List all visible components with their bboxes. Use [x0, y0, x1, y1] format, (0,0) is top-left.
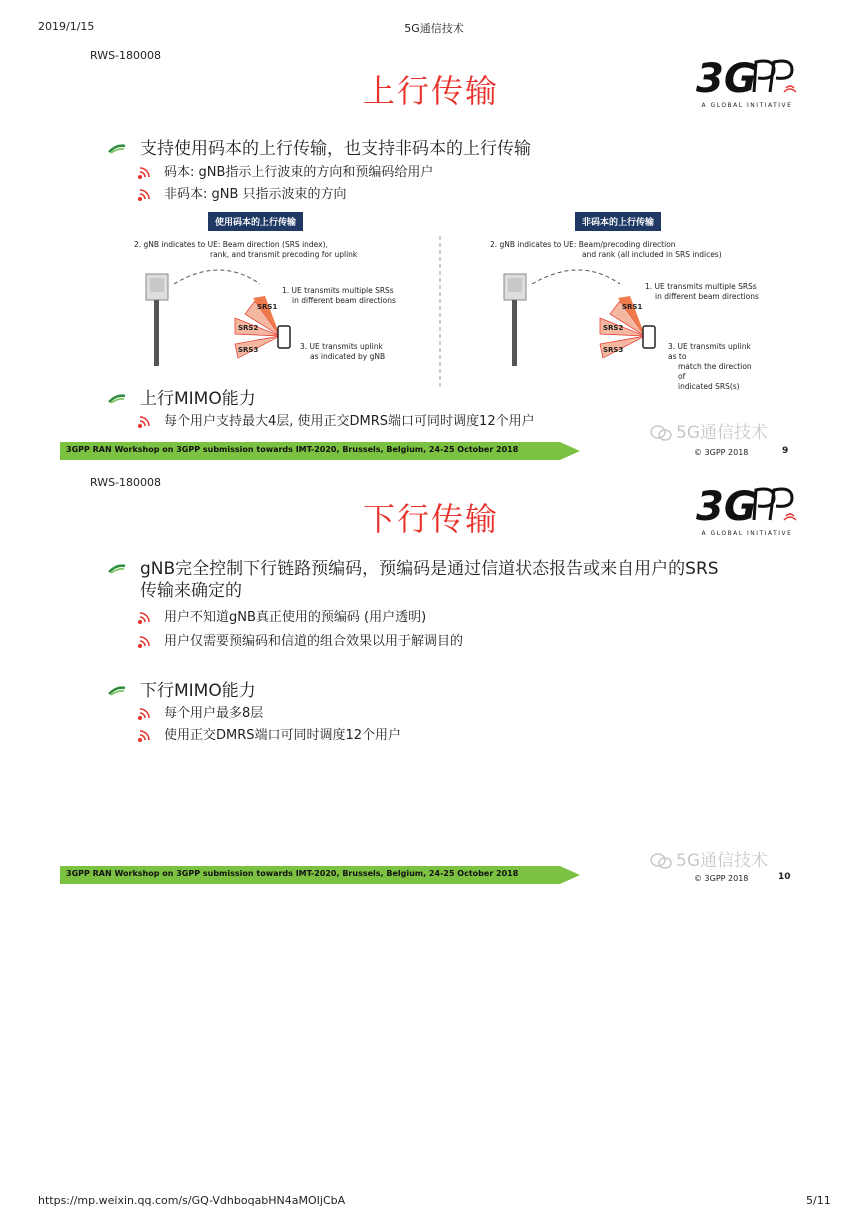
left-step3 [300, 342, 385, 362]
right-step2 [490, 240, 722, 260]
svg-text:3G: 3G [696, 484, 757, 528]
sub-bullet-dl-layers [138, 702, 263, 721]
green-swoosh-icon [108, 144, 126, 154]
slide-title: 下行传输 [362, 500, 499, 538]
sub-bullet-demodulation [138, 630, 463, 649]
bullet-text-line1: gNB完全控制下行链路预编码，预编码是通过信道状态报告或来自用户的SRS [140, 559, 719, 579]
red-arc-icon [138, 636, 150, 648]
srs2-label-right: SRS2 [603, 324, 624, 332]
right-step1 [645, 282, 759, 302]
green-swoosh-icon [108, 394, 126, 404]
print-url: https://mp.weixin.qq.com/s/GQ-VdhboqabHN4aMOIjCbA [38, 1194, 346, 1207]
red-arc-icon [138, 708, 150, 720]
wechat-icon [650, 425, 672, 441]
footer-text: 3GPP RAN Workshop on 3GPP submission towards IMT-2020, Brussels, Belgium, 24-25 October 2018 [66, 445, 519, 454]
bullet-codebook [108, 134, 531, 159]
bullet-text: 下行MIMO能力 [140, 681, 256, 701]
sub-bullet-transparent [138, 606, 426, 625]
left-step1-line2: in different beam directions [292, 296, 396, 305]
srs1-label-left: SRS1 [257, 303, 278, 311]
3gpp-logo-icon [694, 480, 800, 528]
footer-text: 3GPP RAN Workshop on 3GPP submission towards IMT-2020, Brussels, Belgium, 24-25 October 2018 [66, 869, 519, 878]
bullet-text: 上行MIMO能力 [140, 389, 256, 409]
sub-bullet-text: 每个用户最多8层 [164, 706, 264, 721]
bullet-text: 支持使用码本的上行传输，也支持非码本的上行传输 [140, 139, 531, 159]
svg-text:3G: 3G [696, 56, 757, 100]
slide-uplink [60, 44, 802, 462]
sub-bullet-text: 每个用户支持最大4层, 使用正交DMRS端口可同时调度12个用户 [164, 414, 535, 429]
sub-bullet-non-codebook [138, 183, 347, 202]
slide-downlink [60, 470, 802, 886]
3gpp-logo [694, 52, 800, 114]
footer-bar [60, 442, 580, 460]
right-step3 [668, 342, 760, 392]
srs2-label-left: SRS2 [238, 324, 259, 332]
srs3-label-right: SRS3 [603, 346, 624, 354]
watermark [650, 418, 768, 443]
page-number: 9 [782, 446, 789, 456]
right-step3-line3: indicated SRS(s) [678, 382, 740, 391]
print-page-title: 5G通信技术 [404, 22, 464, 35]
right-step1-line1: 1. UE transmits multiple SRSs [645, 282, 757, 291]
logo-tagline: A GLOBAL INITIATIVE [701, 530, 793, 537]
gnb-tower-right-icon [504, 274, 526, 366]
gnb-tower-left-icon [146, 274, 168, 366]
print-date: 2019/1/15 [38, 20, 95, 33]
right-step2-line2: and rank (all included in SRS indices) [582, 250, 722, 259]
left-step3-line1: 3. UE transmits uplink [300, 342, 383, 351]
bullet-text-line2: 传输来确定的 [140, 581, 242, 601]
red-arc-icon [138, 730, 150, 742]
sub-bullet-dl-dmrs [138, 724, 401, 743]
right-step3-line1: 3. UE transmits uplink as to [668, 342, 751, 361]
left-step2-line1: 2. gNB indicates to UE: Beam direction (SRS index), [134, 240, 328, 249]
copyright: © 3GPP 2018 [694, 448, 749, 457]
right-step1-line2: in different beam directions [655, 292, 759, 301]
bullet-uplink-mimo [108, 384, 256, 409]
red-arc-icon [138, 416, 150, 428]
sub-bullet-codebook [138, 161, 433, 180]
bullet-dl-precoding [108, 558, 719, 602]
sub-bullet-text: 使用正交DMRS端口可同时调度12个用户 [164, 728, 402, 743]
red-arc-icon [138, 189, 150, 201]
bullet-dl-mimo [108, 676, 256, 701]
print-page-count: 5/11 [806, 1194, 831, 1207]
logo-tagline: A GLOBAL INITIATIVE [701, 102, 793, 109]
left-step2 [134, 240, 357, 260]
slide-title: 上行传输 [362, 72, 499, 110]
watermark-text: 5G通信技术 [676, 423, 768, 443]
sub-bullet-text: 用户仅需要预编码和信道的组合效果以用于解调目的 [164, 634, 464, 649]
sub-bullet-text: 用户不知道gNB真正使用的预编码 (用户透明) [164, 610, 427, 625]
watermark [650, 846, 768, 871]
codebook-diagram-label: 使用码本的上行传输 [208, 212, 303, 231]
watermark-text: 5G通信技术 [676, 851, 768, 871]
srs3-label-left: SRS3 [238, 346, 259, 354]
red-arc-icon [138, 612, 150, 624]
doc-id: RWS-180008 [90, 49, 162, 62]
wechat-icon [650, 853, 672, 869]
copyright: © 3GPP 2018 [694, 874, 749, 883]
non-codebook-diagram-label: 非码本的上行传输 [575, 212, 661, 231]
left-step2-line2: rank, and transmit precoding for uplink [210, 250, 358, 259]
left-step3-line2: as indicated by gNB [310, 352, 386, 361]
right-step3-line2: match the direction of [678, 362, 752, 381]
sub-bullet-text: 非码本: gNB 只指示波束的方向 [164, 187, 347, 202]
3gpp-logo-icon [694, 52, 800, 100]
3gpp-logo [694, 480, 800, 542]
green-swoosh-icon [108, 564, 126, 574]
left-step1-line1: 1. UE transmits multiple SRSs [282, 286, 394, 295]
page-number: 10 [778, 872, 791, 882]
srs1-label-right: SRS1 [622, 303, 643, 311]
right-step2-line1: 2. gNB indicates to UE: Beam/precoding direction [490, 240, 676, 249]
footer-bar [60, 866, 580, 884]
uplink-diagram [134, 206, 760, 392]
sub-bullet-text: 码本: gNB指示上行波束的方向和预编码给用户 [164, 165, 434, 180]
red-arc-icon [138, 167, 150, 179]
sub-bullet-uplink-layers [138, 410, 535, 429]
green-swoosh-icon [108, 686, 126, 696]
doc-id: RWS-180008 [90, 476, 162, 489]
left-step1 [282, 286, 396, 306]
